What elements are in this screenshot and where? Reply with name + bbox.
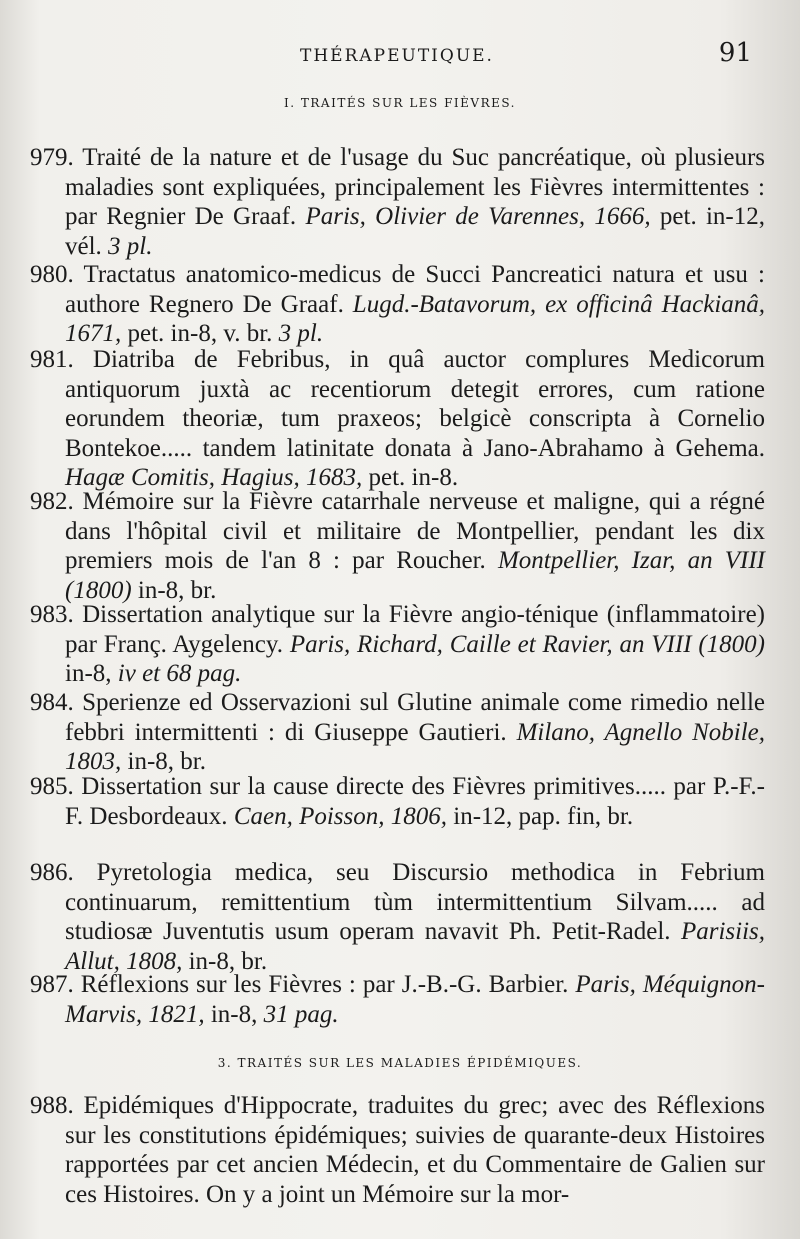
entry-plates: 31 pag. [263,1000,339,1028]
entry-987 [30,970,765,1029]
entry-number: 980. [30,261,74,288]
entry-number: 982. [30,488,74,515]
entry-983 [30,600,765,689]
entry-text: Dissertation sur la cause directe des Fièvres primitives..... par P.-F.-F. Desbordeaux. [65,773,765,830]
section-heading: I. TRAITÉS SUR LES FIÈVRES. [284,96,516,110]
entry-982 [30,487,765,605]
entry-number: 983. [30,601,74,628]
entry-number: 985. [30,773,74,800]
entry-text: Epidémiques d'Hippocrate, traduites du grec; avec des Réflexions sur les constitutions épidémiques; suivies de quarante-deux Histoires rapportées par cet ancien Médecin, et du Commentaire de Galien sur ces Histoires. On y a joint un Mémoire sur la mor- [65,1092,765,1208]
entry-984 [30,688,765,777]
entry-981 [30,345,765,493]
entry-text: Mémoire sur la Fièvre catarrhale nerveuse et maligne, qui a régné dans l'hôpital civil et militaire de Montpellier, pendant les dix premiers mois de l'an 8 : par Roucher. [65,488,765,574]
page-number: 91 [718,38,752,68]
entry-985 [30,772,765,831]
entry-imprint: Paris, Méquignon-Marvis, 1821, [65,971,766,1028]
entry-number: 981. [30,346,74,373]
entry-979 [30,143,765,261]
entry-text: Tractatus anatomico-medicus de Succi Pancreatici natura et usu : authore Regnero De Graaf. [65,261,765,318]
entry-imprint: Paris, Richard, Caille et Ravier, an VIII (1800) [289,630,765,658]
entry-986 [30,858,765,976]
entry-imprint: Milano, Agnello Nobile, 1803, [65,718,766,775]
entry-format: in-8, br. [188,947,268,975]
entry-text: Sperienze ed Osservazioni sul Glutine animale come rimedio nelle febbri intermittenti : di Giuseppe Gautieri. [65,689,765,746]
entry-format: pet. in-8. [368,464,459,491]
entry-imprint: Hagæ Comitis, Hagius, 1683, [65,464,363,491]
entry-format: pet. in-8, v. br. [127,320,273,347]
entry-text: Réflexions sur les Fièvres : par J.-B.-G. Barbier. [80,971,569,998]
entry-format: in-8, br. [127,748,206,775]
entry-number: 984. [30,689,74,716]
entry-number: 986. [30,859,74,886]
entry-format: pet. in-12, vél. [65,203,766,260]
entry-imprint: Paris, Olivier de Varennes, 1666, [305,203,651,230]
entry-imprint: Montpellier, Izar, an VIII (1800) [65,547,765,604]
entry-format: in-12, pap. fin, br. [453,802,634,830]
entry-number: 988. [30,1092,74,1119]
entry-text: Traité de la nature et de l'usage du Suc pancréatique, où plusieurs maladies sont expliquées, principalement les Fièvres intermittentes : par Regnier De Graaf. [65,144,765,230]
entry-plates: 3 pl. [278,320,324,347]
entry-imprint: Parisiis, Allut, 1808, [65,918,765,975]
entry-text: Pyretologia medica, seu Discursio methodica in Febrium continuarum, remittentium tùm intermittentium Silvam..... ad studiosæ Juventutis usum operam navavit Ph. Petit-Radel. [65,859,765,945]
entry-text: Diatriba de Febribus, in quâ auctor complures Medicorum antiquorum juxtà ac recentiorum detegit errores, cum ratione eorundem theoriæ, tum praxeos; belgicè conscripta à Cornelio Bontekoe..... tandem latinitate donata à Jano-Abrahamo à Gehema. [65,346,765,462]
entry-imprint: Lugd.-Batavorum, ex officinâ Hackianâ, 1671, [65,290,766,347]
entry-plates: iv et 68 pag. [117,660,242,687]
running-title: THÉRAPEUTIQUE. [300,46,494,66]
running-head [0,38,800,68]
entry-format: in-8, [65,660,112,687]
entry-format: in-8, [210,1000,258,1028]
section-heading: 3. TRAITÉS SUR LES MALADIES ÉPIDÉMIQUES. [217,1056,583,1070]
entry-number: 979. [30,144,74,171]
entry-format: in-8, br. [137,576,217,604]
entry-plates: 3 pl. [108,232,153,260]
entry-text: Dissertation analytique sur la Fièvre angio-ténique (inflammatoire) par Franç. Aygelency. [65,601,766,658]
entry-number: 987. [30,971,74,998]
entry-980 [30,260,765,349]
entry-imprint: Caen, Poisson, 1806, [233,802,448,830]
entry-988 [30,1091,765,1209]
